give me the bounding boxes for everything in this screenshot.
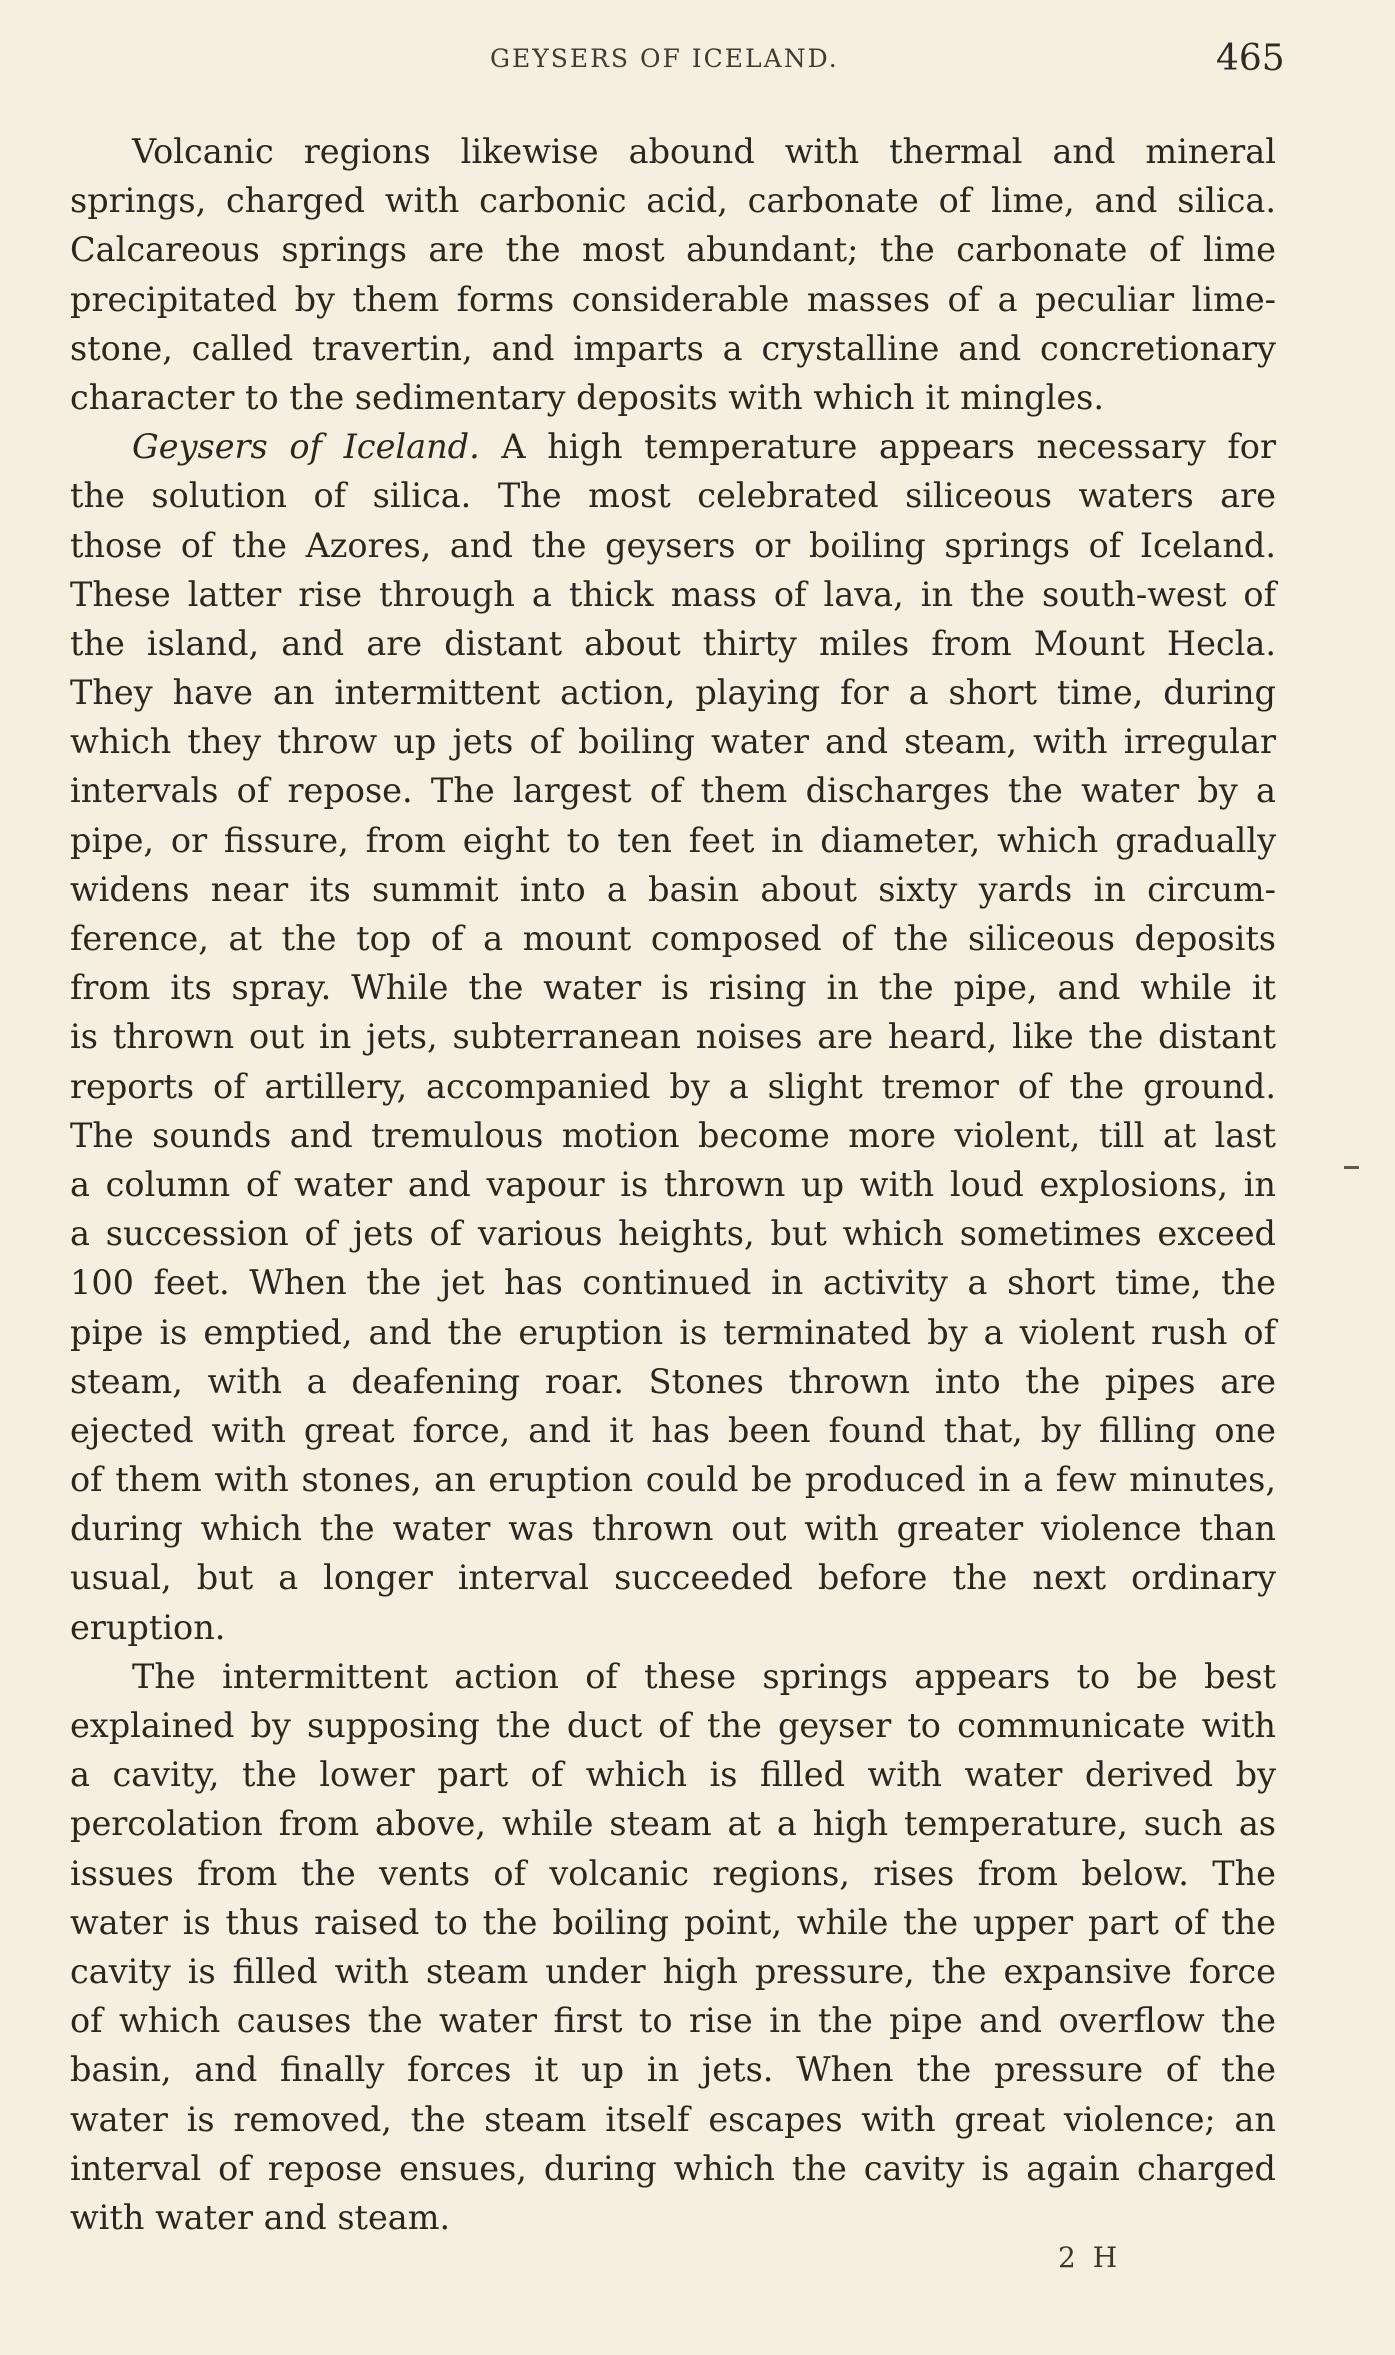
- text-line: These latter rise through a thick mass of lava, in the south-west of: [70, 574, 1276, 614]
- text-line: during which the water was thrown out with greater violence than: [70, 1509, 1276, 1549]
- text-line: cavity is filled with steam under high pressure, the expansive force: [70, 1951, 1276, 1991]
- text-line: interval of repose ensues, during which the cavity is again charged: [70, 2148, 1276, 2188]
- text-line: issues from the vents of volcanic regions, rises from below. The: [70, 1853, 1276, 1893]
- text-line: The sounds and tremulous motion become more violent, till at last: [70, 1115, 1276, 1155]
- text-line: 100 feet. When the jet has continued in activity a short time, the: [70, 1263, 1276, 1303]
- text-line: intervals of repose. The largest of them discharges the water by a: [70, 771, 1276, 811]
- text-line: springs, charged with carbonic acid, carbonate of lime, and silica.: [70, 181, 1276, 221]
- text-line: character to the sedimentary deposits with which it mingles.: [70, 377, 1104, 417]
- text-line: The intermittent action of these springs appears to be best: [132, 1656, 1276, 1696]
- text-line: A high temperature appears necessary for: [501, 427, 1276, 467]
- text-line: steam, with a deafening roar. Stones thrown into the pipes are: [70, 1361, 1276, 1401]
- text-line: with water and steam.: [70, 2197, 451, 2237]
- text-line: water is thus raised to the boiling point, while the upper part of the: [70, 1902, 1276, 1942]
- text-line: Volcanic regions likewise abound with thermal and mineral: [132, 132, 1276, 171]
- text-line: those of the Azores, and the geysers or boiling springs of Iceland.: [70, 525, 1276, 565]
- text-line: ejected with great force, and it has been found that, by filling one: [70, 1410, 1276, 1450]
- text-line: usual, but a longer interval succeeded before the next ordinary: [70, 1558, 1276, 1598]
- text-line: the solution of silica. The most celebrated siliceous waters are: [70, 476, 1276, 516]
- text-line: of them with stones, an eruption could be produced in a few minutes,: [70, 1460, 1276, 1500]
- text-line: percolation from above, while steam at a high temperature, such as: [70, 1804, 1276, 1844]
- text-line: a column of water and vapour is thrown up with loud explosions, in: [70, 1164, 1276, 1204]
- section-heading: Geysers of Iceland.: [132, 427, 480, 467]
- text-line: They have an intermittent action, playing for a short time, during: [70, 673, 1276, 713]
- text-line: water is removed, the steam itself escapes with great violence; an: [70, 2099, 1276, 2139]
- text-line: eruption.: [70, 1607, 226, 1647]
- text-line: precipitated by them forms considerable masses of a peculiar lime-: [70, 279, 1276, 319]
- margin-dash-mark: [1344, 1166, 1359, 1169]
- page-number: 465: [1216, 38, 1285, 79]
- text-line: reports of artillery, accompanied by a slight tremor of the ground.: [70, 1066, 1276, 1106]
- text-line: which they throw up jets of boiling water and steam, with irregular: [70, 722, 1276, 762]
- text-line: explained by supposing the duct of the geyser to communicate with: [70, 1706, 1276, 1745]
- text-line: stone, called travertin, and imparts a crystalline and concretionary: [70, 328, 1276, 368]
- text-line: is thrown out in jets, subterranean noises are heard, like the distant: [70, 1017, 1276, 1057]
- text-line: a succession of jets of various heights, but which sometimes exceed: [70, 1214, 1276, 1254]
- text-line: pipe is emptied, and the eruption is terminated by a violent rush of: [70, 1312, 1276, 1352]
- text-line: pipe, or fissure, from eight to ten feet in diameter, which gradually: [70, 820, 1276, 860]
- text-line: a cavity, the lower part of which is filled with water derived by: [70, 1755, 1276, 1795]
- text-line: the island, and are distant about thirty miles from Mount Hecla.: [70, 623, 1276, 663]
- text-line: ference, at the top of a mount composed of the siliceous deposits: [70, 919, 1276, 958]
- text-line: from its spray. While the water is rising in the pipe, and while it: [70, 968, 1276, 1008]
- body-text: [70, 127, 1276, 2242]
- section-heading-line: [70, 422, 1276, 471]
- text-line: widens near its summit into a basin about sixty yards in circum-: [70, 869, 1276, 909]
- signature-mark: 2 H: [1058, 2241, 1122, 2274]
- text-line: basin, and finally forces it up in jets. When the pressure of the: [70, 2050, 1276, 2090]
- running-header-title: GEYSERS OF ICELAND.: [490, 44, 839, 73]
- text-line: of which causes the water first to rise in the pipe and overflow the: [70, 2001, 1276, 2041]
- text-line: Calcareous springs are the most abundant; the carbonate of lime: [70, 230, 1276, 270]
